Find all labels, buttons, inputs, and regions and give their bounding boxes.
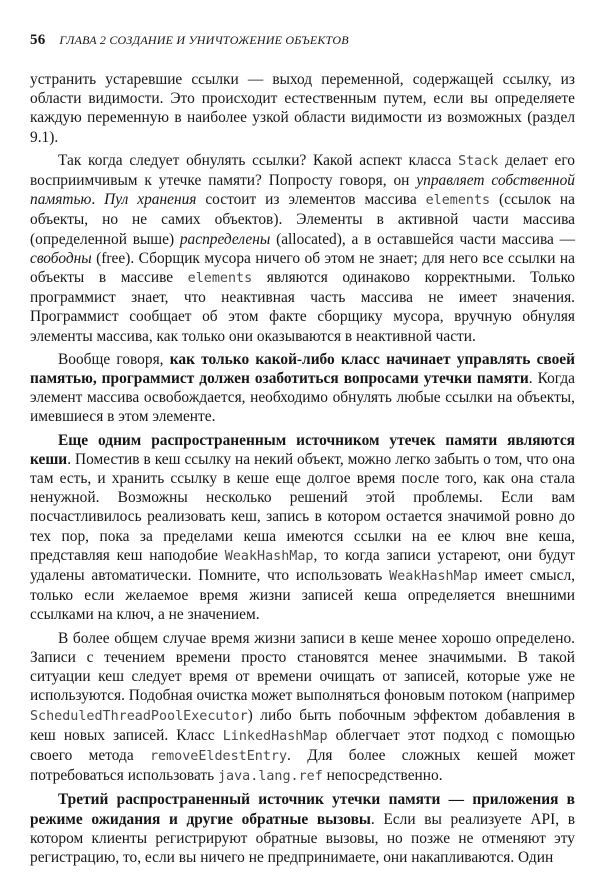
chapter-title: ГЛАВА 2 СОЗДАНИЕ И УНИЧТОЖЕНИЕ ОБЪЕКТОВ	[59, 33, 349, 47]
code-span: removeEldestEntry	[149, 748, 288, 764]
code-span: WeakHashMap	[389, 569, 478, 585]
page-number: 56	[30, 32, 46, 48]
text-span: . Если вы реализуете API, в котором клиенты регистрируют обратные вызовы, но позже не отменяют эту регистрацию, то, если вы ничего не предпринимаете, они накапливаются. Один	[30, 810, 575, 866]
paragraph	[30, 431, 575, 625]
paragraph	[30, 629, 575, 787]
running-header	[30, 32, 572, 49]
text-span: . Для более сложных кешей может потребоваться использовать	[30, 746, 575, 785]
italic-span: свободны	[30, 249, 92, 267]
paragraph	[30, 151, 575, 346]
paragraph	[30, 70, 575, 147]
body-text	[30, 70, 575, 867]
italic-span: Пул хранения	[104, 191, 197, 209]
code-span: ScheduledThreadPoolExecutor	[30, 708, 248, 724]
text-span: Вообще говоря,	[58, 350, 170, 368]
code-span: LinkedHashMap	[222, 728, 328, 744]
text-span: (allocated), а в оставшейся части массива —	[270, 230, 575, 248]
paragraph	[30, 790, 575, 867]
bold-span: Еще одним распространенным источником утечек памяти являются кеши	[30, 431, 575, 468]
bold-span: как только какой-либо класс начинает управлять своей памятью, программист должен озаботиться вопросами утечки памяти	[30, 350, 575, 388]
text-span: являются одинаково корректными. Только программист знает, что неактивная часть массива не имеет значения. Программист сообщает об этом факте сборщику мусора, вручную обнуляя элементы массива, как только они оказываются в неактивной части.	[30, 269, 575, 345]
text-span: , то когда записи устареют, они будут удалены автоматически. Помните, что использовать	[30, 546, 575, 585]
italic-span: управляет собственной памятью	[30, 172, 575, 209]
text-span: В более общем случае время жизни записи в кеше менее хорошо определено. Записи с течением времени просто становятся менее значимыми. В такой ситуации кеш следует время от времени очищать от записей, которые уже не используются. Подобная очистка может выполняться фоновым потоком (например	[30, 629, 575, 705]
text-span: облегчает этот подход с помощью своего метода	[30, 726, 575, 764]
text-span: имеет смысл, только если желаемое время жизни записей кеша определяется внешними ссылками на ключ, а не значением.	[30, 567, 575, 624]
text-span: непосредственно.	[322, 767, 443, 785]
text-span: (ссылок на объекты, но не самих объектов). Элементы в активной части массива (определенной выше)	[30, 191, 575, 248]
code-span: Stack	[458, 153, 499, 169]
code-span: WeakHashMap	[224, 548, 314, 564]
text-span: . Поместив в кеш ссылку на некий объект, можно легко забыть о том, что она там есть, и хранить ссылку в кеше еще долгое время после того, как она стала ненужной. Возможны несколько решений этой проблемы. Если вам посчастливилось реализовать кеш, запись в котором остается значимой ровно до тех пор, пока за пределами кеша имеются ссылки на ее ключ вне кеша, представляя кеш наподобие	[30, 450, 575, 564]
text-span: .	[91, 191, 105, 209]
text-span: состоит из элементов массива	[196, 191, 426, 209]
text-span: (free). Сборщик мусора ничего об этом не знает; для него все ссылки на объекты в массиве	[30, 249, 575, 287]
text-span: Так когда следует обнулять ссылки? Какой аспект класса	[58, 151, 459, 169]
bold-span: Третий распространенный источник утечки памяти — приложения в режиме ожидания и другие обратные вызовы	[30, 791, 575, 828]
code-span: elements	[187, 271, 253, 287]
paragraph	[30, 350, 575, 427]
text-span: устранить устаревшие ссылки — выход переменной, содержащей ссылку, из области видимости. Это происходит естественным путем, если вы определяете каждую переменную в наиболее узкой области видимости из возможных (раздел 9.1).	[30, 71, 575, 146]
code-span: java.lang.ref	[217, 769, 323, 785]
text-span: ) либо быть побочным эффектом добавления в кеш новых записей. Класс	[30, 706, 575, 744]
text-span: делает его восприимчивым к утечке памяти? Попросту говоря, он	[30, 151, 575, 190]
italic-span: распределены	[179, 230, 271, 248]
text-span: . Когда элемент массива освобождается, необходимо обнулять любые ссылки на объекты, имевшиеся в этом элементе.	[30, 370, 575, 426]
code-span: elements	[425, 193, 491, 209]
